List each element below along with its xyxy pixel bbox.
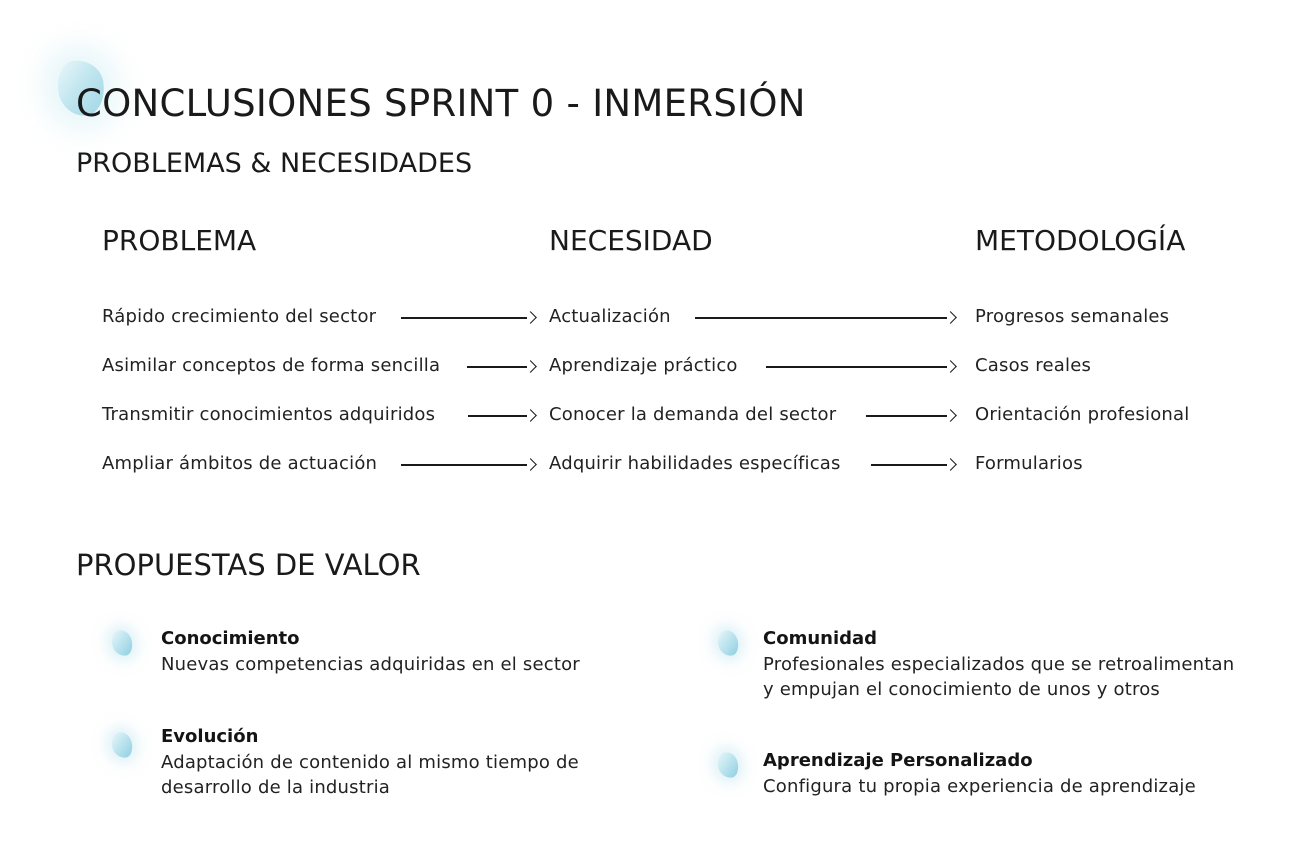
arrow-right-icon (401, 311, 535, 325)
value-prop-desc-line: Nuevas competencias adquiridas en el sector (161, 654, 580, 675)
cell-necesidad: Conocer la demanda del sector (549, 404, 837, 425)
arrow-right-icon (468, 409, 535, 423)
cell-metodologia: Formularios (975, 453, 1083, 474)
arrow-right-icon (467, 360, 535, 374)
cell-necesidad: Aprendizaje práctico (549, 355, 738, 376)
column-header-metodologia: METODOLOGÍA (975, 224, 1186, 257)
value-prop-title: Evolución (161, 726, 259, 747)
value-prop-desc (763, 774, 1196, 799)
value-prop-desc-line: y empujan el conocimiento de unos y otros (763, 679, 1161, 700)
cell-metodologia: Progresos semanales (975, 306, 1170, 327)
value-prop-desc-line: Adaptación de contenido al mismo tiempo de (161, 752, 579, 773)
value-prop-title: Conocimiento (161, 628, 300, 649)
arrow-right-icon (766, 360, 955, 374)
value-prop-title: Comunidad (763, 628, 878, 649)
cell-metodologia: Casos reales (975, 355, 1092, 376)
value-prop-desc (161, 750, 579, 800)
gem-bullet-icon (716, 750, 740, 779)
value-prop-desc-line: Profesionales especializados que se retroalimentan (763, 654, 1235, 675)
value-prop-desc (161, 652, 580, 677)
column-header-necesidad: NECESIDAD (549, 224, 713, 257)
section-heading-propuestas: PROPUESTAS DE VALOR (76, 548, 421, 582)
page-subtitle: PROBLEMAS & NECESIDADES (76, 148, 473, 179)
value-prop-desc-line: Configura tu propia experiencia de aprendizaje (763, 776, 1196, 797)
value-prop-title: Aprendizaje Personalizado (763, 750, 1033, 771)
cell-necesidad: Actualización (549, 306, 671, 327)
gem-bullet-icon (716, 628, 740, 657)
gem-bullet-icon (110, 730, 134, 759)
cell-problema: Asimilar conceptos de forma sencilla (102, 355, 441, 376)
arrow-right-icon (871, 458, 955, 472)
value-prop-desc (763, 652, 1234, 702)
gem-bullet-icon (110, 628, 134, 657)
value-prop-desc-line: desarrollo de la industria (161, 777, 391, 798)
arrow-right-icon (866, 409, 955, 423)
column-header-problema: PROBLEMA (102, 224, 257, 257)
cell-necesidad: Adquirir habilidades específicas (549, 453, 841, 474)
arrow-right-icon (401, 458, 535, 472)
arrow-right-icon (695, 311, 955, 325)
cell-problema: Rápido crecimiento del sector (102, 306, 377, 327)
page-title: CONCLUSIONES SPRINT 0 - INMERSIÓN (76, 82, 806, 125)
cell-metodologia: Orientación profesional (975, 404, 1190, 425)
cell-problema: Ampliar ámbitos de actuación (102, 453, 378, 474)
cell-problema: Transmitir conocimientos adquiridos (102, 404, 436, 425)
